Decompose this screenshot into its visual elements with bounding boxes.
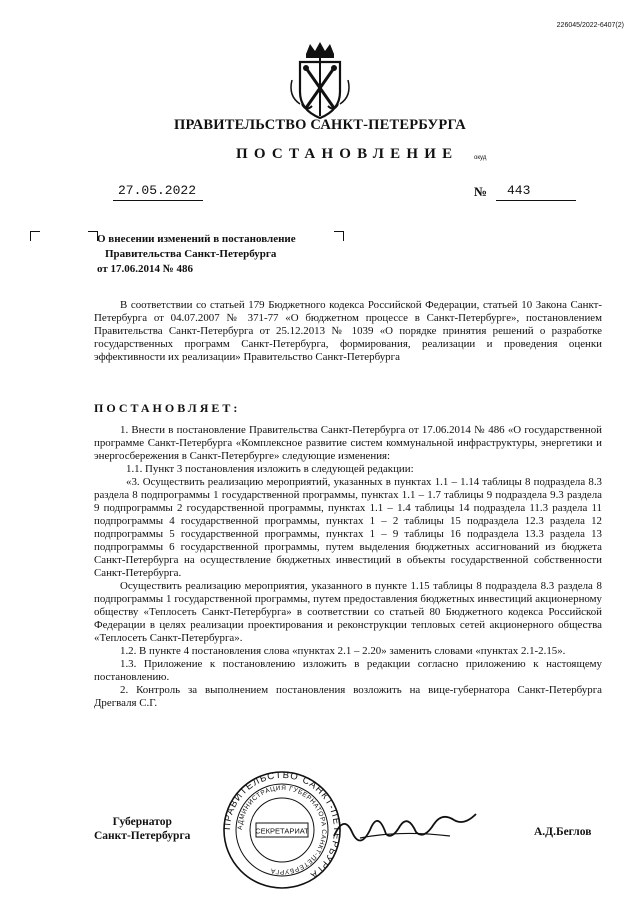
official-seal-stamp xyxy=(222,770,342,890)
seal-center-text: СЕКРЕТАРИАТ xyxy=(255,826,309,836)
government-title: ПРАВИТЕЛЬСТВО САНКТ-ПЕТЕРБУРГА xyxy=(174,117,466,133)
okud-label: окуд xyxy=(474,155,487,161)
paragraph: 1.2. В пункте 4 постановления слова «пунктах 2.1 – 2.20» заменить словами «пунктах 2.1-2.15». xyxy=(120,645,566,657)
paragraph: 1. Внести в постановление Правительства Санкт-Петербурга от 17.06.2014 № 486 «О государственной программе Санкт-Петербурга «Комплексное развитие систем коммунальной инфраструктуры, энергетики и энергосбережения в Санкт-Петербурге» следующие изменения: xyxy=(94,424,602,462)
subject-line-3: от 17.06.2014 № 486 xyxy=(97,263,194,275)
paragraph: 1.3. Приложение к постановлению изложить в редакции согласно приложению к настоящему постановлению. xyxy=(94,658,602,683)
paragraph: Осуществить реализацию мероприятия, указанного в пункте 1.15 таблицы 8 подраздела 8.3 раздела 8 подпрограммы 1 государственной программы, путем предоставления бюджетных инвестиций акционерному обществу «Теплосеть Санкт-Петербурга» в соответствии со статьей 80 Бюджетного кодекса Российской Федерации в целях реализации проектирования и реконструкции тепловых сетей акционерного общества «Теплосеть Санкт-Петербурга». xyxy=(94,580,602,644)
signatory-name: А.Д.Беглов xyxy=(534,826,592,838)
number-underline xyxy=(496,200,576,201)
subject-corner-mark-left-outer xyxy=(30,231,40,241)
document-number: 443 xyxy=(507,183,531,198)
resolves-heading: ПОСТАНОВЛЯЕТ: xyxy=(94,401,241,415)
preamble xyxy=(94,299,602,364)
paragraph: 2. Контроль за выполнением постановления возложить на вице-губернатора Санкт-Петербурга Дрегваля С.Г. xyxy=(94,684,602,709)
signatory-title xyxy=(94,815,190,843)
document-subject xyxy=(97,232,357,277)
document-registration-number: 226045/2022-6407(2) xyxy=(556,22,624,29)
number-sign: № xyxy=(474,184,488,199)
seal-outer-text: ПРАВИТЕЛЬСТВО САНКТ-ПЕТЕРБУРГА xyxy=(222,770,342,882)
subject-line-1: О внесении изменений в постановление xyxy=(97,233,296,245)
resolution-body xyxy=(94,424,602,710)
subject-line-2: Правительства Санкт-Петербурга xyxy=(105,248,277,260)
document-date: 27.05.2022 xyxy=(118,183,197,198)
paragraph: 1.1. Пункт 3 постановления изложить в следующей редакции: xyxy=(126,463,414,475)
paragraph: «3. Осуществить реализацию мероприятий, указанных в пунктах 1.1 – 1.14 таблицы 8 подраздела 8.3 раздела 8 подпрограммы 1 государственной программы, пунктах 1.1 – 1.7 таблицы 9 подраздела 9.3 раздела 9 подпрограммы 2 государственной программы, пунктах 1.1 – 1.4 таблицы 14 подраздела 11.3 раздела 11 подпрограммы 4 государственной программы, пунктах 1 – 2 таблицы 15 подраздела 12.3 раздела 12 подпрограммы 5 государственной программы, пунктах 1 – 9 таблицы 16 подраздела 13.3 раздела 13 подпрограммы 6 государственной программы, путем выделения бюджетных ассигнований из бюджета Санкт-Петербурга на осуществление бюджетных инвестиций в объекты государственной собственности Санкт-Петербурга. xyxy=(94,476,602,579)
preamble-text: В соответствии со статьей 179 Бюджетного кодекса Российской Федерации, статьей 10 Закона Санкт-Петербурга от 04.07.2007 № 371-77 «О бюджетном процессе в Санкт-Петербурге», постановлением Правительства Санкт-Петербурга от 25.12.2013 № 1039 «О порядке принятия решений о разработке государственных программ Санкт-Петербурга, формирования, реализации и проведения оценки эффективности их реализации» Правительство Санкт-Петербурга xyxy=(94,299,602,363)
signatory-title-line-1: Губернатор xyxy=(112,816,172,828)
signatory-title-line-2: Санкт-Петербурга xyxy=(94,830,191,842)
coat-of-arms-emblem-icon xyxy=(286,40,354,126)
handwritten-signature xyxy=(330,806,480,846)
seal-inner-text: АДМИНИСТРАЦИЯ ГУБЕРНАТОРА САНКТ-ПЕТЕРБУРГА xyxy=(236,784,328,876)
document-type-heading: ПОСТАНОВЛЕНИЕ xyxy=(236,146,459,162)
date-underline xyxy=(113,200,203,201)
